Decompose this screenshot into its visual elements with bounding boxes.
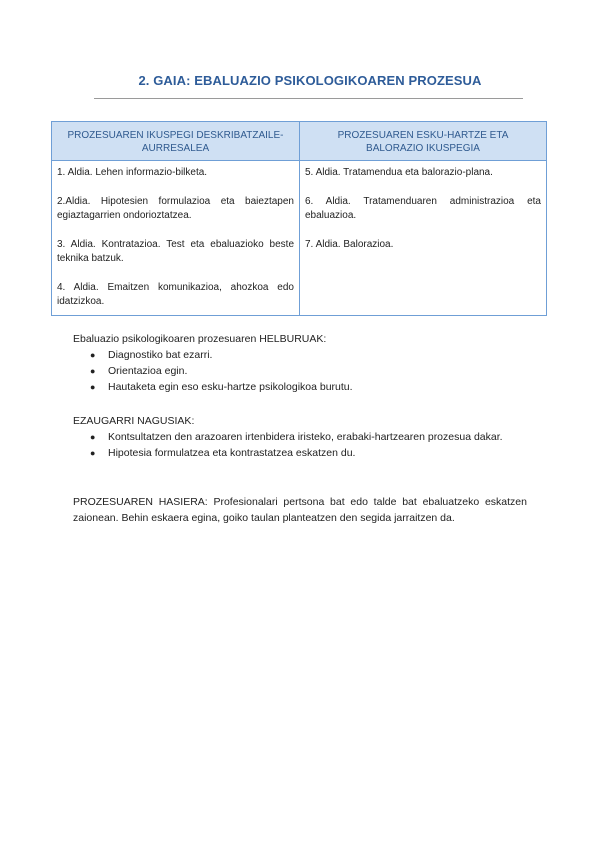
process-phases-table: [51, 121, 547, 316]
features-list: [73, 429, 527, 461]
bullet-icon: ●: [90, 448, 96, 458]
bullet-icon: ●: [90, 350, 96, 360]
goals-section: [73, 331, 527, 395]
phase-step-2: 2.Aldia. Hipotesien formulazioa eta baieztapen egiaztagarrien ondorioztatzea.: [57, 196, 294, 221]
list-item: ● Hautaketa egin eso esku-hartze psikologikoa burutu.: [90, 381, 353, 393]
page-title: 2. GAIA: EBALUAZIO PSIKOLOGIKOAREN PROZESUA: [138, 73, 482, 88]
features-intro: EZAUGARRI NAGUSIAK:: [73, 415, 195, 427]
phase-step-1: 1. Aldia. Lehen informazio-bilketa.: [57, 167, 208, 178]
table-header-row: [52, 122, 547, 161]
process-start-paragraph: PROZESUAREN HASIERA: Profesionalari pertsona bat edo talde bat ebaluatzeko eskatzen zaionean. Behin eskaera egina, goiko taulan planteatzen den segida jarraitzen da.: [73, 496, 527, 524]
list-item: ● Orientazioa egin.: [90, 365, 188, 377]
title-divider: [94, 98, 523, 99]
table-cell-descriptive-steps: [52, 161, 300, 316]
list-item: ● Diagnostiko bat ezarri.: [90, 349, 213, 361]
goals-intro: Ebaluazio psikologikoaren prozesuaren HELBURUAK:: [73, 333, 327, 345]
process-start-section: [73, 494, 527, 526]
bullet-icon: ●: [90, 432, 96, 442]
phase-step-3: 3. Aldia. Kontratazioa. Test eta ebaluazioko beste teknika batzuk.: [57, 239, 294, 264]
phase-step-6: 6. Aldia. Tratamenduaren administrazioa eta ebaluazioa.: [305, 196, 541, 221]
features-section: [73, 413, 527, 461]
table-header-intervention: PROZESUAREN ESKU-HARTZE ETA BALORAZIO IKUSPEGIA: [300, 122, 547, 161]
phase-step-5: 5. Aldia. Tratamendua eta balorazio-plana.: [305, 167, 493, 178]
table-cell-intervention-steps: [300, 161, 547, 316]
bullet-icon: ●: [90, 366, 96, 376]
bullet-icon: ●: [90, 382, 96, 392]
phase-step-4: 4. Aldia. Emaitzen komunikazioa, ahozkoa edo idatzizkoa.: [57, 282, 294, 307]
goals-list: [73, 347, 527, 395]
list-item: ● Kontsultatzen den arazoaren irtenbidera iristeko, erabaki-hartzearen prozesua dakar.: [90, 431, 503, 443]
list-item: ● Hipotesia formulatzea eta kontrastatzea eskatzen du.: [90, 447, 356, 459]
phase-step-7: 7. Aldia. Balorazioa.: [305, 239, 394, 250]
table-row: [52, 161, 547, 316]
table-header-descriptive: PROZESUAREN IKUSPEGI DESKRIBATZAILE-AURRESALEA: [52, 122, 300, 161]
